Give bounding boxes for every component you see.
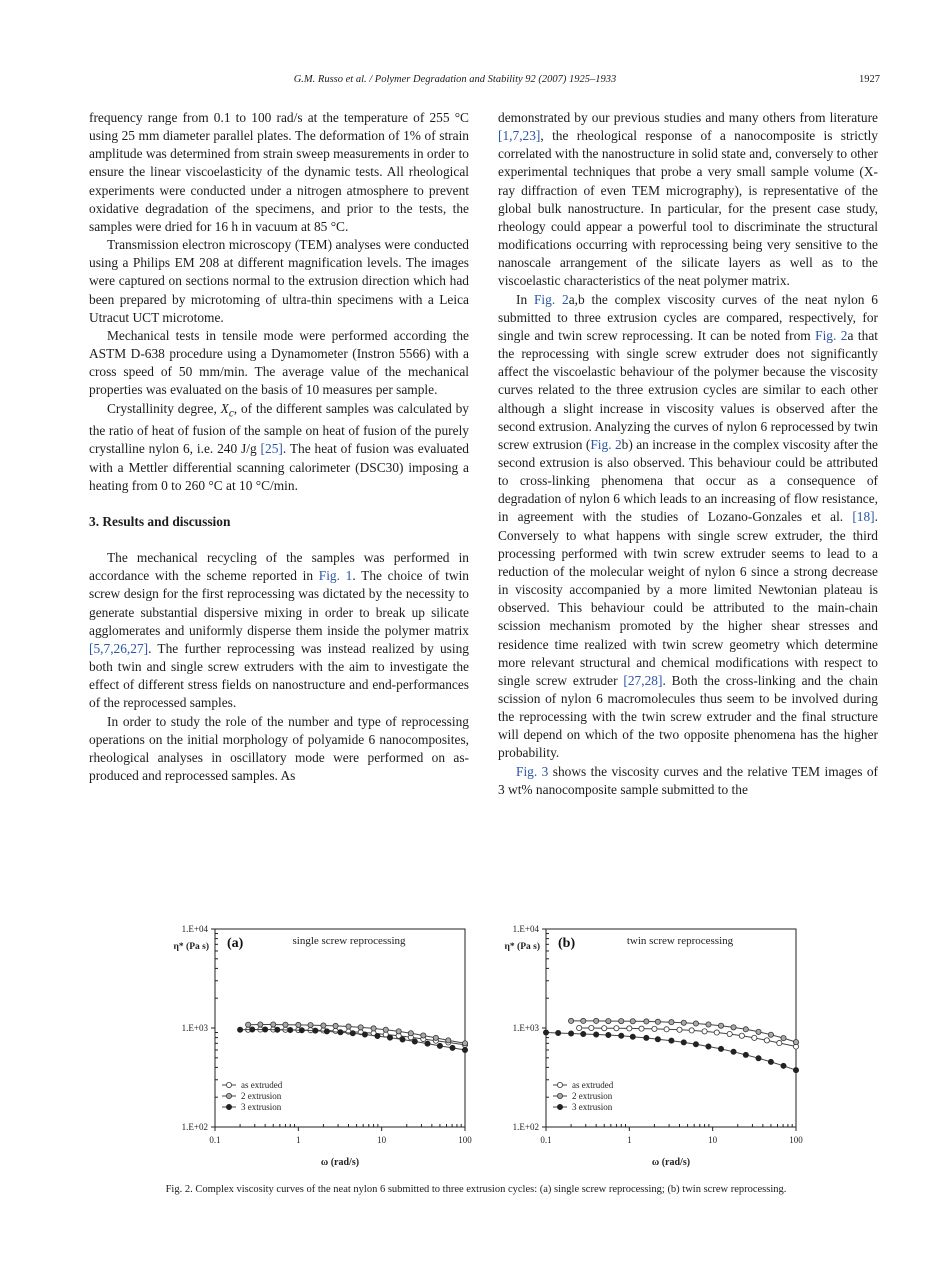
data-point — [324, 1029, 329, 1034]
data-point — [764, 1038, 769, 1043]
y-tick-label: 1.E+03 — [181, 1023, 208, 1033]
legend-marker — [557, 1093, 562, 1098]
data-point — [333, 1028, 338, 1033]
x-axis-label: ω (rad/s) — [651, 1157, 691, 1168]
data-point — [581, 1018, 586, 1023]
x-axis-label: ω (rad/s) — [320, 1157, 360, 1168]
y-tick-label: 1.E+04 — [181, 924, 208, 934]
text-run: . The choice of twin screw design for the first reprocessing was dictated by the necessity to generate substantial dispersive mixing in order to break up silicate agglomerates and uniformly disperse them inside the polymer matrix — [89, 568, 469, 638]
panel-label: (a) — [227, 936, 244, 951]
citation-link[interactable]: [1,7,23] — [498, 128, 541, 144]
data-point — [288, 1027, 293, 1032]
text-run: . The heat of fusion was evaluated with a Mettler differential scanning calorimeter (DSC30) imposing a heating from 0 to 260 °C at 10 °C/min. — [89, 441, 469, 493]
data-point — [437, 1043, 442, 1048]
data-point — [421, 1033, 426, 1038]
text-run: . Both the cross-linking and the chain scission of nylon 6 macromolecules thus seem to be involved during the reprocessing with the twin screw extruder and the final structure will depend on which of the two opposite phenomena has the higher probability. — [498, 672, 878, 761]
data-point — [308, 1022, 313, 1027]
x-tick-label: 0.1 — [209, 1135, 221, 1145]
data-point — [577, 1025, 582, 1030]
data-point — [387, 1035, 392, 1040]
data-point — [568, 1018, 573, 1023]
chart-panel-b — [480, 921, 952, 1171]
text-run: a,b the complex viscosity curves of the neat nylon 6 submitted to three extrusion cycles are compared, respectively, for single and twin screw reprocessing. It can be noted from — [498, 291, 878, 343]
data-point — [689, 1028, 694, 1033]
data-point — [375, 1033, 380, 1038]
data-point — [639, 1026, 644, 1031]
data-point — [768, 1059, 773, 1064]
data-point — [706, 1022, 711, 1027]
panel-label: (b) — [558, 936, 576, 951]
data-point — [568, 1031, 573, 1036]
x-tick-label: 0.1 — [540, 1135, 552, 1145]
text-run: demonstrated by our previous studies and many others from literature — [498, 110, 878, 125]
data-point — [383, 1027, 388, 1032]
figure-2 — [0, 921, 952, 1171]
chart-panel-a — [0, 921, 480, 1171]
data-point — [412, 1039, 417, 1044]
citation-link[interactable]: [25] — [260, 441, 283, 457]
legend-label: 3 extrusion — [572, 1102, 613, 1112]
subscript-c: c — [228, 407, 234, 420]
y-axis-label: η* (Pa s) — [173, 942, 209, 952]
data-point — [669, 1038, 674, 1043]
chart-title: single screw reprocessing — [292, 935, 406, 947]
data-point — [296, 1022, 301, 1027]
data-point — [630, 1034, 635, 1039]
legend-label: 2 extrusion — [241, 1091, 282, 1101]
data-point — [313, 1028, 318, 1033]
data-point — [614, 1026, 619, 1031]
data-point — [681, 1020, 686, 1025]
data-point — [644, 1019, 649, 1024]
y-tick-label: 1.E+04 — [512, 924, 539, 934]
symbol-x: X — [220, 400, 229, 416]
data-point — [681, 1040, 686, 1045]
text-run: , of the different samples was calculated by the ratio of heat of fusion of the sample on heat of fusion of the purely crystalline nylon 6, i.e. 240 J/g — [89, 400, 469, 457]
data-point — [693, 1021, 698, 1026]
data-point — [718, 1046, 723, 1051]
x-tick-label: 1 — [627, 1135, 632, 1145]
data-point — [358, 1025, 363, 1030]
data-point — [644, 1035, 649, 1040]
data-point — [652, 1026, 657, 1031]
citation-link[interactable]: [18] — [852, 509, 875, 525]
y-tick-label: 1.E+03 — [512, 1023, 539, 1033]
y-tick-label: 1.E+02 — [512, 1122, 539, 1132]
data-point — [594, 1032, 599, 1037]
x-tick-label: 10 — [377, 1135, 387, 1145]
data-point — [250, 1027, 255, 1032]
text-run: a that the reprocessing with single screw extruder does not significantly affect the viscoelastic behaviour of the polymer because the viscosity curves related to the three extrusion cycles are similar to each other although a slight increase in viscosity values is observed after the second extrusion. Analyzing the curves of nylon 6 reprocessed by twin screw extrusion ( — [498, 327, 878, 452]
data-point — [400, 1037, 405, 1042]
data-point — [396, 1029, 401, 1034]
data-point — [756, 1056, 761, 1061]
data-point — [446, 1038, 451, 1043]
data-point — [433, 1035, 438, 1040]
data-point — [752, 1035, 757, 1040]
data-point — [450, 1045, 455, 1050]
data-point — [362, 1032, 367, 1037]
section-heading: 3. Results and discussion — [89, 513, 231, 529]
data-point — [338, 1030, 343, 1035]
legend-marker — [226, 1093, 231, 1098]
figure-link[interactable]: Fig. 3 — [516, 763, 549, 779]
data-point — [606, 1018, 611, 1023]
y-tick-label: 1.E+02 — [181, 1122, 208, 1132]
citation-link[interactable]: [5,7,26,27] — [89, 640, 149, 656]
figure-link[interactable]: Fig. 2 — [590, 436, 622, 452]
data-point — [263, 1027, 268, 1032]
data-point — [425, 1041, 430, 1046]
data-point — [408, 1031, 413, 1036]
data-point — [594, 1018, 599, 1023]
data-point — [321, 1023, 326, 1028]
paragraph: Transmission electron microscopy (TEM) analyses were conducted using a Philips EM 208 at different magnification levels. The images were captured on sections normal to the extrusion direction which had been prepared by microtoming of ultra-thin specimens with a Leica Utracut UCT microtome. — [89, 237, 469, 325]
text-run: . The further reprocessing was instead realized by using both twin and single screw extruders with the aim to investigate the effect of different stress fields on nanostructure and end-performances of the reprocessed samples. — [89, 640, 469, 711]
x-tick-label: 1 — [296, 1135, 301, 1145]
data-point — [731, 1049, 736, 1054]
data-point — [350, 1031, 355, 1036]
data-point — [793, 1040, 798, 1045]
citation-link[interactable]: [27,28] — [623, 672, 663, 688]
chart-title: twin screw reprocessing — [626, 935, 734, 947]
series-line — [579, 1028, 796, 1047]
data-point — [462, 1047, 467, 1052]
legend-marker — [557, 1082, 562, 1087]
paragraph — [498, 109, 878, 291]
legend-marker — [557, 1104, 562, 1109]
data-point — [630, 1019, 635, 1024]
data-point — [781, 1063, 786, 1068]
paragraph — [89, 400, 469, 495]
text-run: In — [516, 291, 534, 307]
data-point — [655, 1019, 660, 1024]
paragraph: In order to study the role of the number and type of reprocessing operations on the initial morphology of polyamide 6 nanocomposites, rheological analyses in oscillatory mode were performed on as-produced and reprocessed samples. As — [89, 713, 469, 783]
paragraph — [498, 763, 878, 799]
figure-link[interactable]: Fig. 2 — [533, 291, 569, 307]
figure-link[interactable]: Fig. 2 — [815, 327, 848, 343]
data-point — [258, 1022, 263, 1027]
data-point — [669, 1020, 674, 1025]
text-run: Crystallinity degree, — [107, 400, 221, 416]
data-point — [702, 1029, 707, 1034]
y-axis-label: η* (Pa s) — [504, 942, 540, 952]
data-point — [556, 1030, 561, 1035]
data-point — [664, 1027, 669, 1032]
data-point — [655, 1037, 660, 1042]
data-point — [627, 1026, 632, 1031]
paragraph: frequency range from 0.1 to 100 rad/s at the temperature of 255 °C using 25 mm diameter parallel plates. The deformation of 1% of strain amplitude was determined from strain sweep measurements in order to ensure the linear viscoelasticity of the dynamic tests. All rheological experiments were conducted under a nitrogen atmosphere to prevent oxidative degradation of the specimens, and prior to the tests, the samples were dried for 16 h in vacuum at 85 °C. — [89, 110, 469, 234]
data-point — [619, 1033, 624, 1038]
paragraph — [89, 549, 469, 712]
data-point — [619, 1018, 624, 1023]
data-point — [606, 1032, 611, 1037]
data-point — [543, 1030, 548, 1035]
data-point — [581, 1031, 586, 1036]
data-point — [693, 1042, 698, 1047]
legend-marker — [226, 1104, 231, 1109]
data-point — [299, 1028, 304, 1033]
right-column — [498, 109, 878, 799]
data-point — [743, 1052, 748, 1057]
data-point — [781, 1036, 786, 1041]
data-point — [718, 1023, 723, 1028]
legend-marker — [226, 1082, 231, 1087]
data-point — [237, 1027, 242, 1032]
data-point — [714, 1030, 719, 1035]
page-number: 1927 — [859, 74, 880, 85]
text-run: . Conversely to what happens with single screw extruder, the third processing performed with twin screw extruder seems to lead to a reduction of the molecular weight of nylon 6 since a strong decrease in viscosity accompanied by a more limited Newtonian plateau is observed. This behaviour could be attributed to the main-chain scission mechanism promoted by the higher shear stresses and residence time realized with twin screw geometry which determine more relevant structural and chemical modifications with respect to single screw extruder — [498, 509, 878, 688]
data-point — [602, 1026, 607, 1031]
data-point — [706, 1044, 711, 1049]
data-point — [743, 1027, 748, 1032]
data-point — [589, 1025, 594, 1030]
legend-label: 2 extrusion — [572, 1091, 613, 1101]
data-point — [793, 1068, 798, 1073]
figure-link[interactable]: Fig. 1 — [318, 568, 353, 584]
data-point — [462, 1041, 467, 1046]
data-point — [756, 1029, 761, 1034]
data-point — [333, 1023, 338, 1028]
left-column — [89, 109, 469, 785]
legend-label: 3 extrusion — [241, 1102, 282, 1112]
data-point — [739, 1033, 744, 1038]
data-point — [777, 1040, 782, 1045]
data-point — [371, 1026, 376, 1031]
data-point — [677, 1027, 682, 1032]
data-point — [283, 1022, 288, 1027]
figure-caption: Fig. 2. Complex viscosity curves of the neat nylon 6 submitted to three extrusion cycles: (a) single screw reprocessing; (b) twin screw reprocessing. — [165, 1184, 787, 1195]
x-tick-label: 100 — [458, 1135, 472, 1145]
x-tick-label: 100 — [789, 1135, 803, 1145]
data-point — [727, 1031, 732, 1036]
data-point — [731, 1025, 736, 1030]
data-point — [346, 1024, 351, 1029]
text-run: b) an increase in the complex viscosity after the second extrusion is also observed. This behaviour could be attributed to cross-linking phenomena that occur as a consequence of degradation of nylon 6 which leads to an increasing of flow resistance, in agreement with the studies of Lozano-Gonzales et al. — [498, 436, 878, 525]
paragraph — [498, 291, 878, 763]
paragraph: Mechanical tests in tensile mode were performed according the ASTM D-638 procedure using a Dynamometer (Instron 5566) with a cross speed of 50 mm/min. The average value of the mechanical properties was evaluated on the basis of 10 measures per sample. — [89, 327, 469, 398]
data-point — [275, 1027, 280, 1032]
text-run: The mechanical recycling of the samples was performed in accordance with the scheme reported in — [89, 550, 469, 584]
x-tick-label: 10 — [708, 1135, 718, 1145]
running-head: G.M. Russo et al. / Polymer Degradation and Stability 92 (2007) 1925–1933 — [293, 74, 617, 85]
text-run: shows the viscosity curves and the relative TEM images of 3 wt% nanocomposite sample submitted to the — [498, 763, 878, 797]
data-point — [246, 1022, 251, 1027]
legend-label: as extruded — [241, 1080, 283, 1090]
data-point — [271, 1022, 276, 1027]
legend-label: as extruded — [572, 1080, 614, 1090]
data-point — [768, 1032, 773, 1037]
text-run: , the rheological response of a nanocomposite is strictly correlated with the nanostructure in solid state and, conversely to other experimental techniques that probe a very small sample volume (X-ray diffraction of even TEM micrography), is representative of the global bulk nanostructure. In particular, for the present case study, rheology could appear a powerful tool to discriminate the structural modifications occurring with reprocessing being very sensitive to the nanoscale arrangement of the silicate layers as well as to the viscoelastic characteristics of the neat polymer matrix. — [498, 128, 878, 289]
